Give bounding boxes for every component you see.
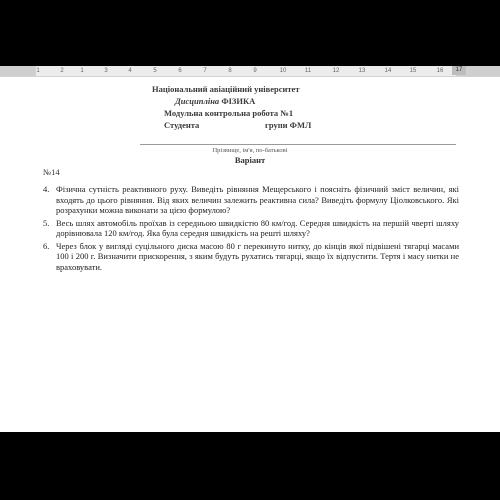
top-black-bar (0, 0, 500, 66)
ruler-tick: 4 (128, 68, 132, 74)
name-underline (140, 144, 456, 145)
ruler-tick: 2 (60, 68, 64, 74)
ruler-tick: 16 (436, 68, 444, 74)
task-item (43, 184, 459, 216)
ruler-tick: 11 (304, 68, 312, 74)
horizontal-ruler[interactable] (0, 66, 500, 77)
ruler-tick: 6 (178, 68, 182, 74)
test-title: Модульна контрольна робота №1 (164, 108, 294, 118)
task-number: 6. (43, 240, 50, 251)
ruler-tick: 10 (279, 68, 287, 74)
university-name: Національний авіаційний університет (152, 84, 300, 94)
variant-number: №14 (43, 167, 60, 177)
task-number: 4. (43, 184, 50, 194)
document-view (0, 66, 500, 432)
ruler-tick: 15 (409, 68, 417, 74)
ruler-tick: 3 (104, 68, 108, 74)
ruler-tick: 5 (153, 68, 157, 74)
bottom-black-bar (0, 432, 500, 500)
ruler-tick: 7 (203, 68, 207, 74)
ruler-tick: 9 (253, 68, 257, 74)
ruler-right-indent-marker[interactable]: 17 (452, 66, 466, 75)
student-label: Студента (164, 120, 200, 130)
group-label: групи ФМЛ (265, 120, 312, 130)
task-text: Весь шлях автомобіль проїхав із середньою швидкістю 80 км/год. Середня швидкість на першій чверті шляху дорівнювала 120 км/год. Яка була середня швидкість на решті шляху? (56, 217, 459, 238)
ruler-tick: 8 (228, 68, 232, 74)
ruler-tick: 1 (36, 68, 40, 74)
task-item (43, 218, 459, 239)
task-list (43, 184, 459, 274)
ruler-tick: 14 (384, 68, 392, 74)
task-number: 5. (43, 217, 50, 228)
ruler-tick: 12 (332, 68, 340, 74)
discipline-value: ФІЗИКА (221, 96, 256, 106)
task-text: Через блок у вигляді суцільного диска масою 80 г перекинуто нитку, до кінців якої підвішені тягарці масами 100 і 200 г. Визначити прискорення, з яким будуть рухатись тягарці, якщо їх відпустити. Тертя і масу нитки не враховувати. (56, 240, 459, 272)
ruler-left-margin (0, 66, 36, 76)
ruler-tick: 1 (80, 68, 84, 74)
ruler-tick: 13 (358, 68, 366, 74)
task-item (43, 241, 459, 273)
task-text: Фізична сутність реактивного руху. Виведіть рівняння Мещерського і поясніть фізичний зміст величин, які входять до цього рівняння. Від яких величин залежить реактивна сила? Виведіть формулу Ціолковського. Які розрахунки можна виконати за цією формулою? (56, 184, 459, 215)
discipline-label: Дисципліна (175, 96, 220, 106)
discipline-line (175, 96, 255, 107)
name-caption: Прізвище, ім'я, по-батькові (212, 147, 288, 154)
variant-label: Варіант (234, 155, 266, 165)
